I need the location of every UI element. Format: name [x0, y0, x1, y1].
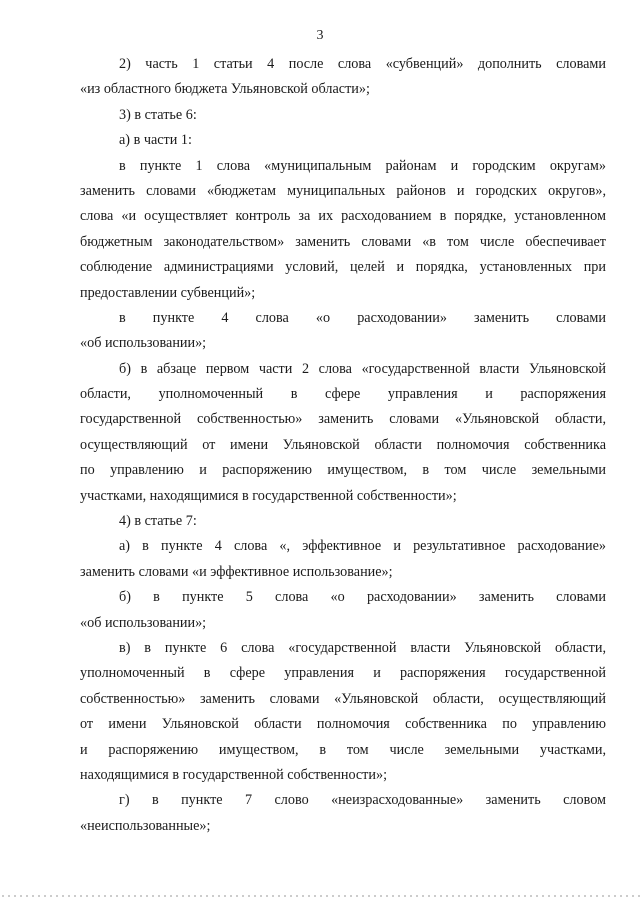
text-line: по управлению и распоряжению имуществом, в том числе земельными — [80, 462, 606, 479]
text-line: 4) в статье 7: — [119, 513, 197, 530]
text-line: «неиспользованные»; — [80, 817, 211, 834]
text-line: 3) в статье 6: — [119, 106, 197, 123]
text-line: «об использовании»; — [80, 614, 207, 631]
text-line: от имени Ульяновской области полномочия собственника по управлению — [80, 716, 606, 733]
text-line: предоставлении субвенций»; — [80, 284, 256, 301]
page-number: 3 — [316, 28, 324, 43]
text-line: а) в части 1: — [119, 132, 192, 149]
text-line: а) в пункте 4 слова «, эффективное и результативное расходование» — [119, 538, 606, 555]
text-line: бюджетным законодательством» заменить словами «в том числе обеспечивает — [80, 233, 606, 250]
text-line: в пункте 1 слова «муниципальным районам и городским округам» — [119, 157, 606, 174]
document-body — [80, 52, 606, 839]
text-line: г) в пункте 7 слово «неизрасходованные» заменить словом — [119, 792, 606, 809]
text-line: «об использовании»; — [80, 335, 207, 352]
text-line: уполномоченный в сфере управления и распоряжения государственной — [80, 665, 606, 682]
text-line: собственностью» заменить словами «Ульяновской области, осуществляющий — [80, 690, 606, 707]
text-line: находящимися в государственной собственности»; — [80, 766, 388, 783]
scan-edge-artifact — [0, 895, 640, 897]
text-line: заменить словами «бюджетам муниципальных районов и городских округов», — [80, 182, 606, 199]
text-line: б) в абзаце первом части 2 слова «государственной власти Ульяновской — [119, 360, 606, 377]
text-line: в) в пункте 6 слова «государственной власти Ульяновской области, — [119, 639, 606, 656]
text-line: заменить словами «и эффективное использование»; — [80, 563, 393, 580]
text-line: осуществляющий от имени Ульяновской области полномочия собственника — [80, 436, 606, 453]
text-line: слова «и осуществляет контроль за их расходованием в порядке, установленном — [80, 208, 606, 225]
text-line: в пункте 4 слова «о расходовании» заменить словами — [119, 309, 606, 326]
text-line: «из областного бюджета Ульяновской области»; — [80, 81, 370, 98]
text-line: участками, находящимися в государственной собственности»; — [80, 487, 457, 504]
text-line: области, уполномоченный в сфере управления и распоряжения — [80, 386, 606, 403]
text-line: б) в пункте 5 слова «о расходовании» заменить словами — [119, 589, 606, 606]
text-line: 2) часть 1 статьи 4 после слова «субвенций» дополнить словами — [119, 56, 606, 72]
text-line: государственной собственностью» заменить словами «Ульяновской области, — [80, 411, 606, 428]
text-line: и распоряжению имуществом, в том числе земельными участками, — [80, 741, 606, 758]
text-line: соблюдение администрациями условий, целей и порядка, установленных при — [80, 259, 606, 276]
